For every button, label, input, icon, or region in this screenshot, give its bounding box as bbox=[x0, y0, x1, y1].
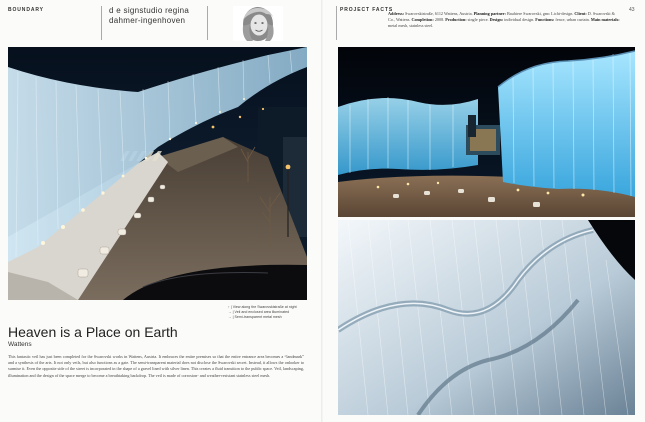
photo-captions bbox=[228, 305, 320, 321]
caption-line: → | Semi-transparent metal mesh bbox=[228, 315, 282, 320]
fact-label: Address: bbox=[388, 11, 404, 16]
fact-value: fence, urban curtain. bbox=[555, 17, 590, 23]
illuminated-veil-photo bbox=[338, 47, 635, 217]
article-title: Heaven is a Place on Earth bbox=[8, 324, 178, 340]
fact-label: Planning partner: bbox=[473, 11, 506, 16]
fact-label: Client: bbox=[574, 11, 587, 16]
fact-label: Design: bbox=[489, 17, 504, 23]
fact-value: 2008. bbox=[434, 17, 445, 23]
fact-value: Bauhiere Swarovski, gmc Licht-design. bbox=[506, 11, 574, 16]
fact-label: Completion: bbox=[411, 17, 434, 23]
fact-value: single piece. bbox=[467, 17, 489, 23]
studio-name bbox=[109, 6, 189, 26]
article-location: Wattens bbox=[8, 341, 32, 348]
fact-label: Functions: bbox=[535, 17, 555, 23]
mesh-closeup-photo bbox=[338, 220, 635, 415]
left-page bbox=[0, 0, 322, 422]
studio-name-line-2: dahmer-ingenhoven bbox=[109, 16, 186, 25]
caption-line: ↑ | View along the Swarovskistraße at night bbox=[228, 305, 297, 309]
page-number: 43 bbox=[629, 7, 635, 13]
studio-name-line-1: d e signstudio regina bbox=[109, 6, 190, 15]
section-label: PROJECT FACTS bbox=[340, 7, 394, 13]
street-veil-photo bbox=[8, 47, 307, 300]
designer-portrait bbox=[233, 6, 283, 41]
fact-label: Production: bbox=[445, 17, 467, 23]
article-body: This fantastic veil has just been completed for the Swarovski works in Wattens, Austria. It embraces the entire premises so that the entire entrance area becomes a “landmark” and a synthesis of the arts. It not only veils, but also functions as a gate. The semi-transparent material does not disclose the Swarovski secret. Instead, it allows the onlooker to surmise it. Even the opposite side of the street is incorporated in the shape of a gravel lined with silver linen. This creates a fluid transition to the public space. Veil, landscaping, illumination and the design of the space merge to become a breathtaking backdrop. The veil is made of corrosion- and weather-resistant stainless steel mesh. bbox=[8, 354, 304, 378]
header-divider bbox=[336, 6, 337, 40]
fact-value: metal mesh, stainless steel. bbox=[388, 23, 434, 29]
caption-line: → | Veil and enclosed area illuminated bbox=[228, 310, 290, 315]
right-page bbox=[323, 0, 645, 422]
fact-label: Main materials: bbox=[590, 17, 620, 23]
header-divider bbox=[101, 6, 102, 40]
header-divider bbox=[207, 6, 208, 40]
fact-value: Swarovskistraße, 6112 Wattens, Austria. bbox=[405, 11, 473, 16]
fact-value: individual design. bbox=[504, 17, 535, 23]
section-label: BOUNDARY bbox=[8, 7, 44, 13]
fact-value: D. Swarovski & Co., Wattens. bbox=[388, 11, 615, 23]
project-facts bbox=[388, 11, 620, 30]
